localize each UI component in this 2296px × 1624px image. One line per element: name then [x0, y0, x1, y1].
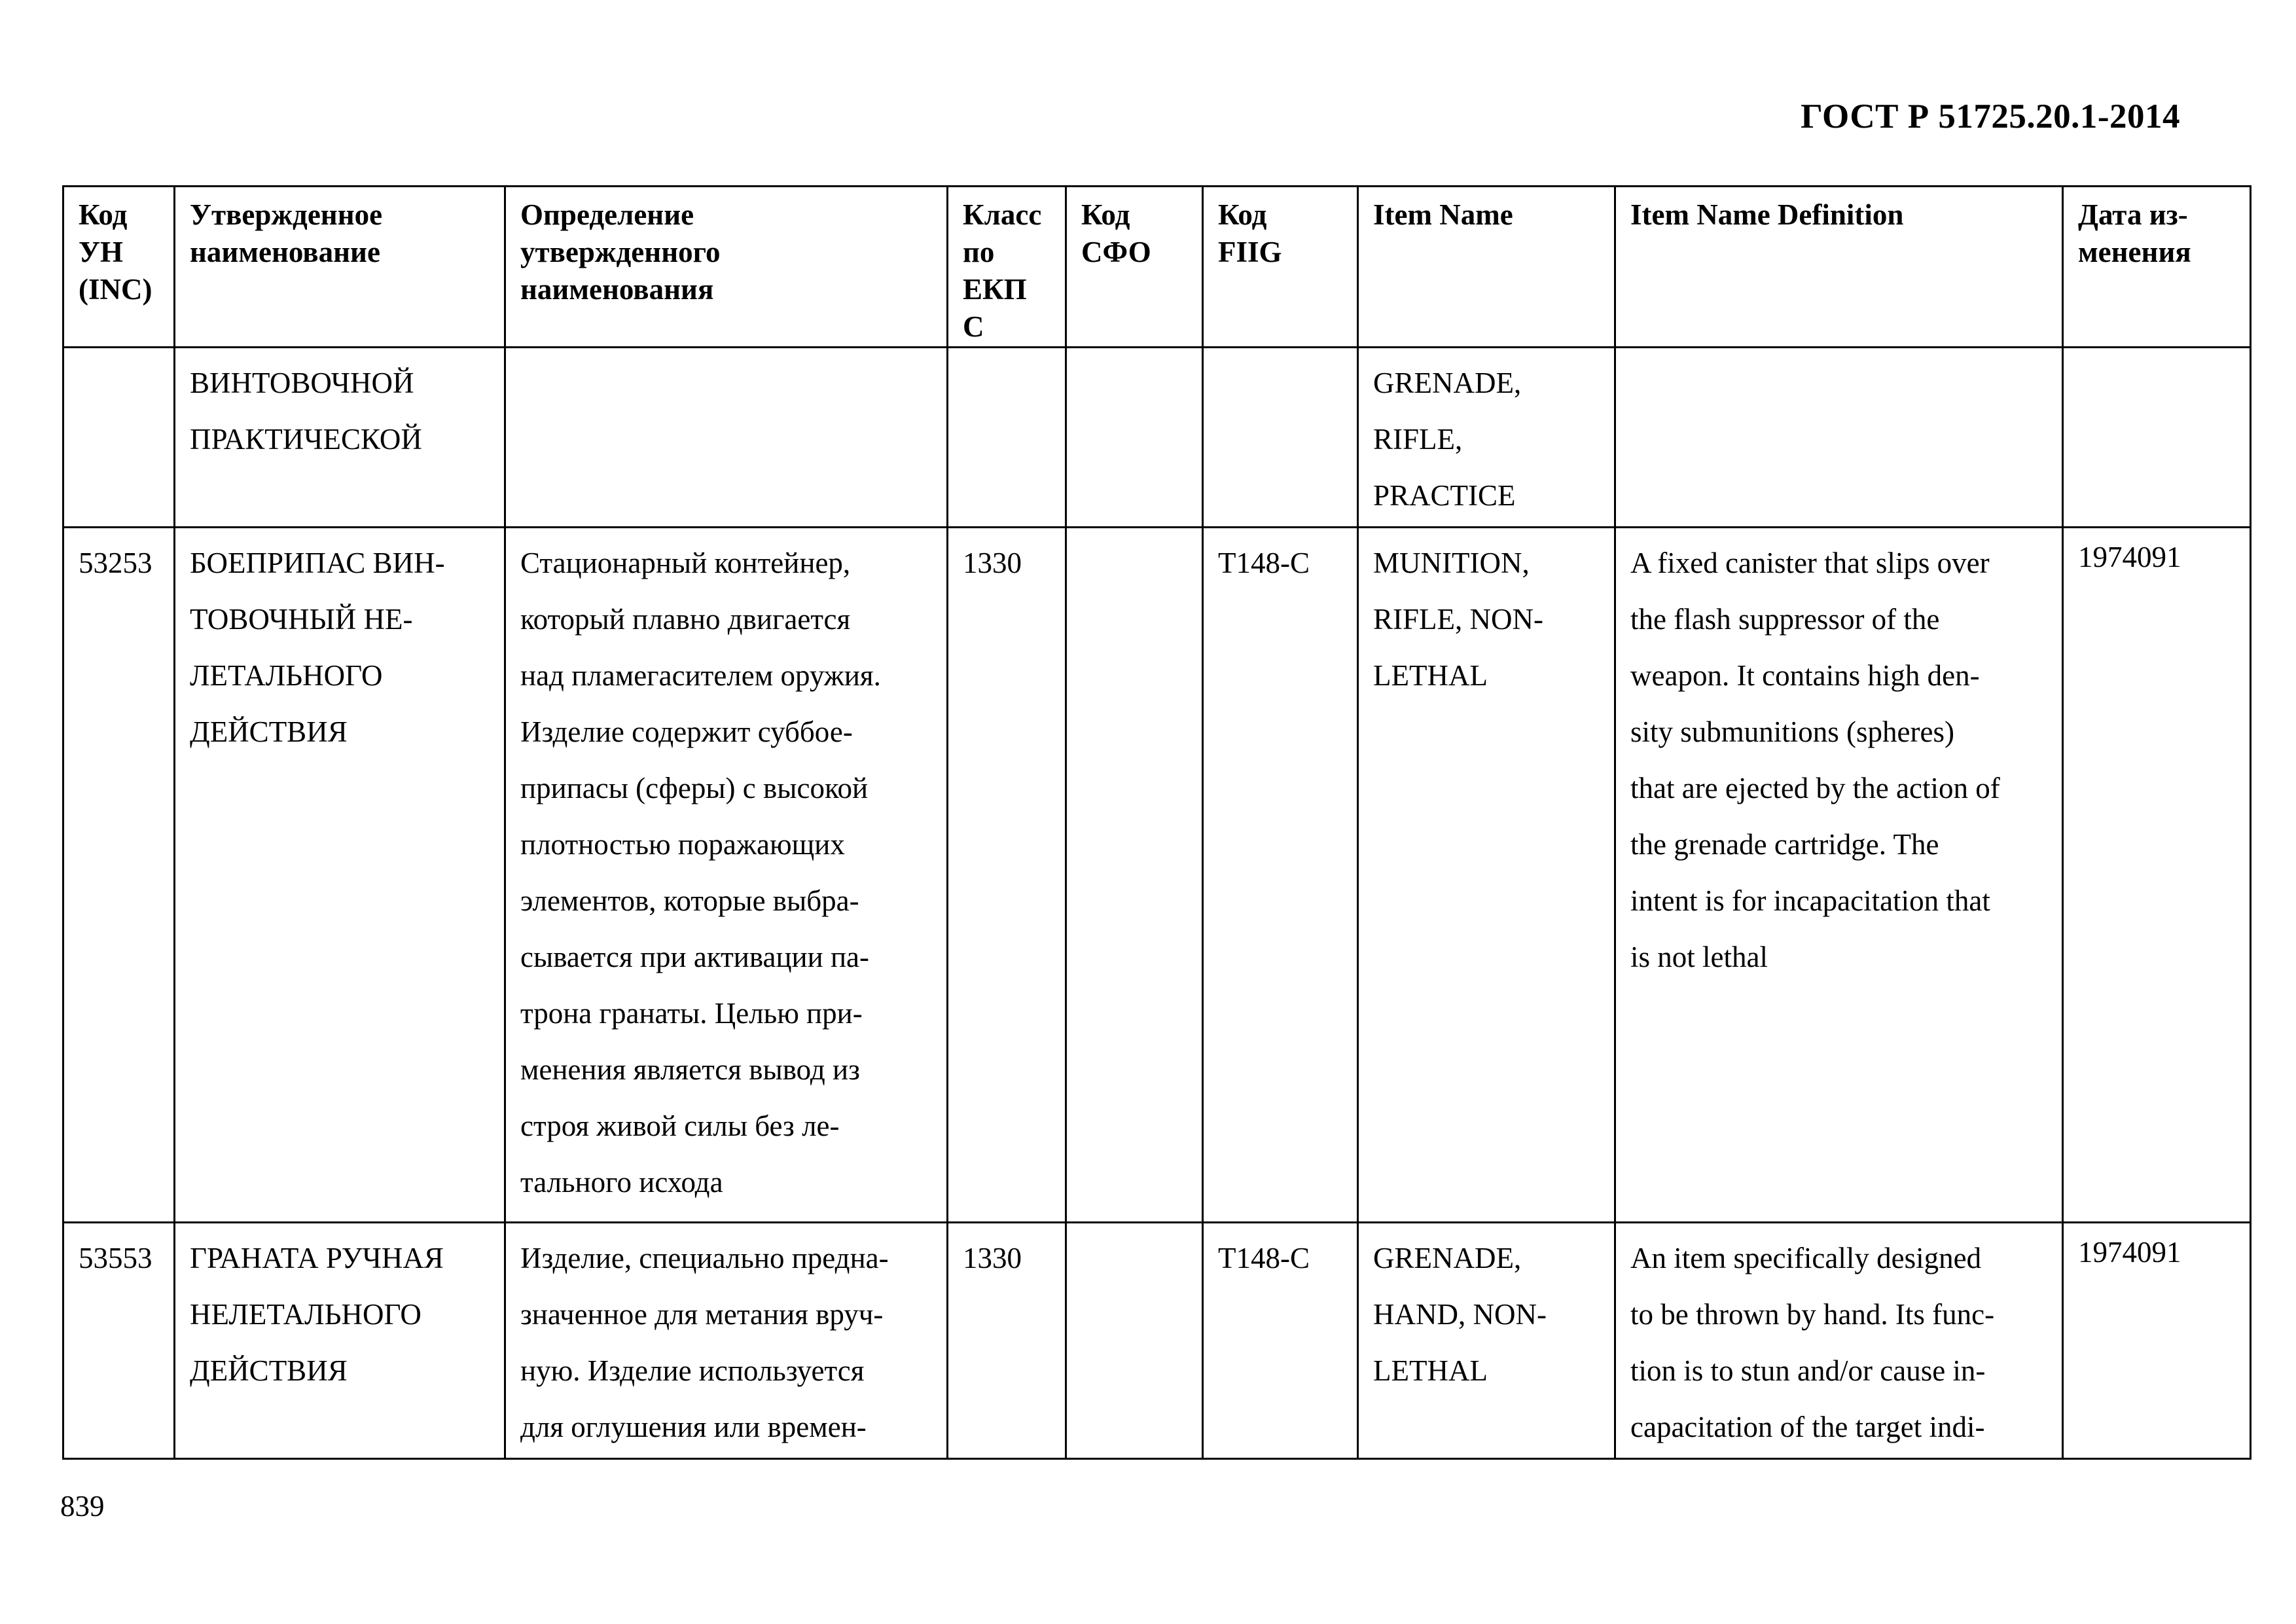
table-row	[63, 348, 2251, 528]
table-header-row	[63, 187, 2251, 348]
cell-sfo-code	[1066, 1223, 1203, 1459]
cell-class: 1330	[948, 528, 1066, 1223]
header-inc-code: Код УН (INC)	[63, 187, 175, 348]
cell-item-name-definition	[1615, 348, 2063, 528]
item-name-table	[62, 185, 2251, 1460]
header-class: Класс по ЕКП С	[948, 187, 1066, 348]
cell-item-name-definition: A fixed canister that slips over the flash suppressor of the weapon. It contains high den- sity submunitions (spheres) that are ejected by the action of the grenade cartridge. The intent is for incapacitation that is not lethal	[1615, 528, 2063, 1223]
cell-change-date	[2063, 348, 2251, 528]
cell-class: 1330	[948, 1223, 1066, 1459]
header-approved-name: Утвержденное наименование	[175, 187, 505, 348]
header-item-name: Item Name	[1358, 187, 1615, 348]
cell-name-definition	[505, 348, 948, 528]
cell-name-definition: Изделие, специально предна- значенное для метания вруч- ную. Изделие используется для оглушения или времен-	[505, 1223, 948, 1459]
cell-fiig-code: T148-C	[1203, 1223, 1358, 1459]
page-number: 839	[60, 1490, 105, 1523]
cell-item-name: MUNITION, RIFLE, NON- LETHAL	[1358, 528, 1615, 1223]
header-sfo-code: Код СФО	[1066, 187, 1203, 348]
cell-approved-name: БОЕПРИПАС ВИН- ТОВОЧНЫЙ НЕ- ЛЕТАЛЬНОГО ДЕЙСТВИЯ	[175, 528, 505, 1223]
cell-change-date: 1974091	[2063, 528, 2251, 1223]
cell-item-name: GRENADE, RIFLE, PRACTICE	[1358, 348, 1615, 528]
cell-fiig-code	[1203, 348, 1358, 528]
cell-inc-code: 53253	[63, 528, 175, 1223]
cell-class	[948, 348, 1066, 528]
cell-change-date: 1974091	[2063, 1223, 2251, 1459]
cell-inc-code	[63, 348, 175, 528]
cell-inc-code: 53553	[63, 1223, 175, 1459]
table-row	[63, 528, 2251, 1223]
table-row	[63, 1223, 2251, 1459]
cell-fiig-code: T148-C	[1203, 528, 1358, 1223]
cell-item-name-definition: An item specifically designed to be thrown by hand. Its func- tion is to stun and/or cause in- capacitation of the target indi-	[1615, 1223, 2063, 1459]
header-name-definition: Определение утвержденного наименования	[505, 187, 948, 348]
header-fiig-code: Код FIIG	[1203, 187, 1358, 348]
cell-name-definition: Стационарный контейнер, который плавно двигается над пламегасителем оружия. Изделие содержит суббое- припасы (сферы) с высокой плотностью поражающих элементов, которые выбра- сывается при активации па- трона гранаты. Целью при- менения является вывод из строя живой силы без ле- тального исхода	[505, 528, 948, 1223]
header-change-date: Дата из- менения	[2063, 187, 2251, 348]
cell-sfo-code	[1066, 528, 1203, 1223]
cell-approved-name: ГРАНАТА РУЧНАЯ НЕЛЕТАЛЬНОГО ДЕЙСТВИЯ	[175, 1223, 505, 1459]
header-item-name-definition: Item Name Definition	[1615, 187, 2063, 348]
cell-sfo-code	[1066, 348, 1203, 528]
cell-item-name: GRENADE, HAND, NON- LETHAL	[1358, 1223, 1615, 1459]
document-code: ГОСТ Р 51725.20.1-2014	[1801, 98, 2180, 135]
cell-approved-name: ВИНТОВОЧНОЙ ПРАКТИЧЕСКОЙ	[175, 348, 505, 528]
